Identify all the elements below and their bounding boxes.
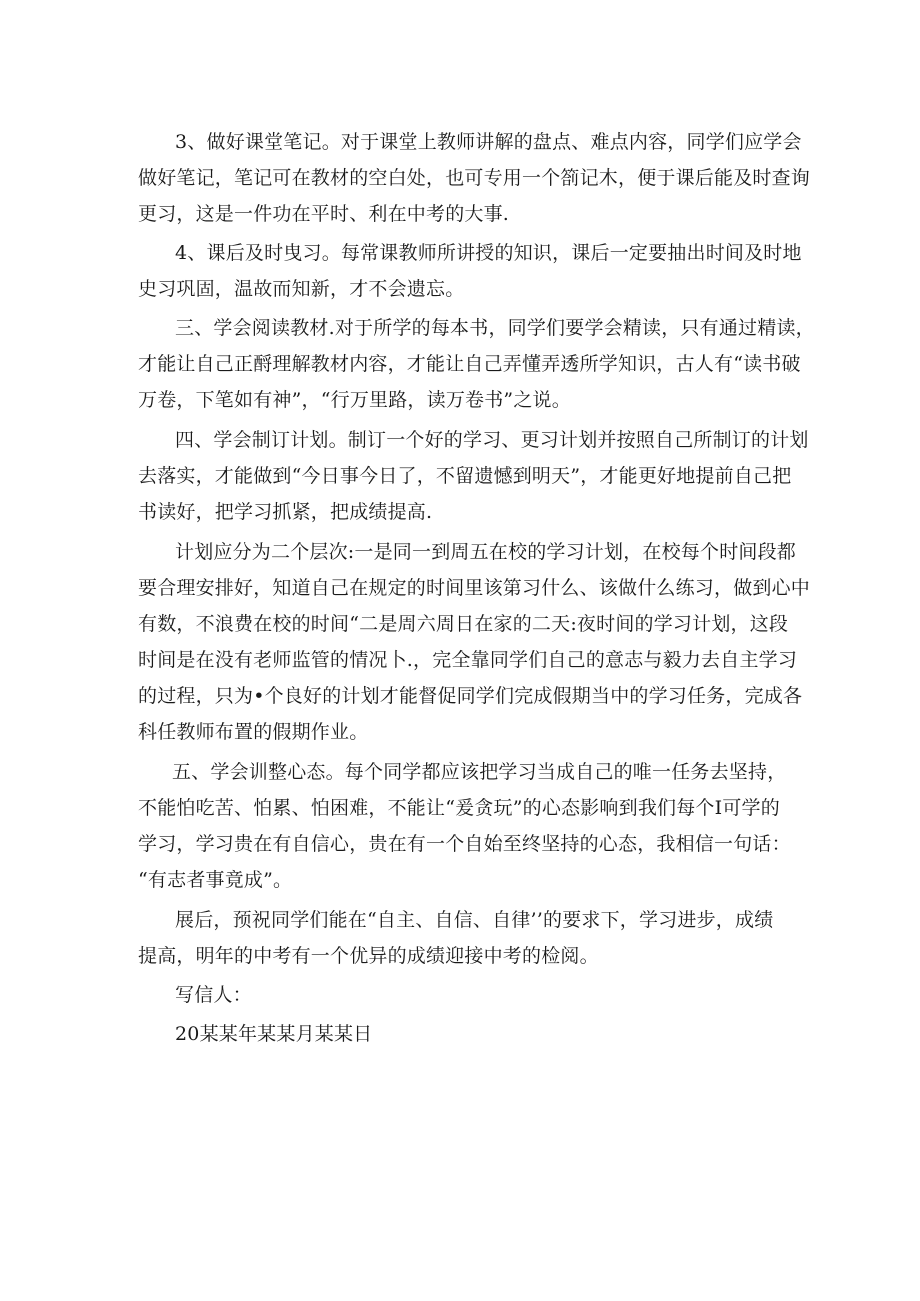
- paragraph-line: 计划应分为二个层次:一是同一到周五在校的学习计划，在校每个时间段都: [175, 541, 797, 563]
- paragraph-line: 科任教师布置的假期作业。: [138, 721, 369, 743]
- paragraph-line: 五、学会训整心态。每个同学都应该把学习当成自己的唯一任务去坚持，: [172, 761, 787, 783]
- paragraph-line: 史习巩固，温故而知新，才不会遗忘。: [138, 278, 465, 300]
- paragraph-line: 三、学会阅读教材.对于所学的每本书，同学们要学会精读，只有通过精读，: [175, 317, 815, 339]
- paragraph-line: 万卷，下笔如有神”，“行万里路，读万卷书”之说。: [138, 389, 571, 411]
- paragraph-line: 去落实，才能做到“今日事今日了，不留遗憾到明天”，才能更好地提前自己把: [138, 465, 792, 487]
- paragraph-line: 不能怕吃苦、怕累、怕困难，不能让“爰贪玩”的心态影响到我们每个I可学的: [138, 797, 780, 819]
- paragraph-line: 书读好，把学习抓紧，把成绩提高.: [138, 501, 433, 523]
- paragraph-line: 要合理安排好，知道自己在规定的时间里该第习什么、该做什么练习，做到心中: [138, 577, 811, 599]
- paragraph-line: 3、做好课堂笔记。对于课堂上教师讲解的盘点、难点内容，同学们应学会: [175, 131, 802, 153]
- paragraph-line: 才能让自己正酹理解教材内容，才能让自己弄懂弄透所学知识，古人有“读书破: [138, 353, 801, 375]
- paragraph-line: 更习，这是一件功在平时、利在中考的大事.: [138, 203, 510, 225]
- paragraph-line: 学习，学习贵在有自信心，贵在有一个自始至终坚持的心态，我相信一句话：: [138, 833, 791, 855]
- date-line: 20某某年某某月某某日: [175, 1023, 373, 1045]
- paragraph-line: 时间是在没有老师监管的情况卜.，完全靠同学们自己的意志与毅力去自主学习: [138, 649, 798, 671]
- signature-label: 写信人：: [175, 984, 252, 1006]
- paragraph-line: 4、课后及时曳习。每常课教师所讲授的知识，课后一定要抽出时间及时地: [175, 242, 802, 264]
- paragraph-line: 四、学会制订计划。制订一个好的学习、更习计划并按照自己所制订的计划: [175, 429, 809, 451]
- paragraph-line: 的过程，只为•个良好的计划才能督促同学们完成假期当中的学习任务，完成各: [138, 685, 803, 707]
- paragraph-line: 展后，预祝同学们能在“自主、自信、自律’’的要求下，学习进步，成绩: [175, 909, 774, 931]
- paragraph-line: 做好笔记，笔记可在教材的空白处，也可专用一个箚记木，便于课后能及时查询: [138, 167, 811, 189]
- paragraph-line: 提高，明年的中考有一个优异的成绩迎接中考的检阅。: [138, 945, 599, 967]
- paragraph-line: 有数，不浪费在校的时间“二是周六周日在家的二天:夜时间的学习计划，这段: [138, 613, 789, 635]
- paragraph-line: “有志者事竟成”。: [138, 869, 293, 891]
